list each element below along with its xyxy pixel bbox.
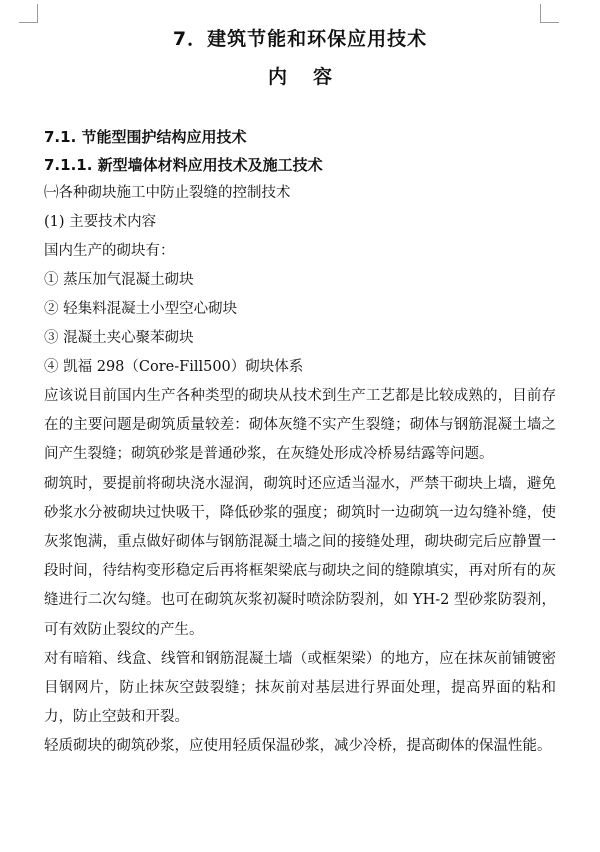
- paragraph: 轻质砌块的砌筑砂浆，应使用轻质保温砂浆，减少冷桥，提高砌体的保温性能。: [44, 738, 552, 755]
- page-title: 7．建筑节能和环保应用技术: [172, 28, 428, 50]
- document-body: [44, 123, 556, 762]
- paragraph: 对有暗箱、线盒、线管和钢筋混凝土墙（或框架梁）的地方，应在抹灰前铺镀密目钢网片，防止抹灰空鼓裂缝；抹灰前对基层进行界面处理，提高界面的粘和力，防止空鼓和开裂。: [44, 650, 556, 726]
- subsection-heading: 7.1.1. 新型墙体材料应用技术及施工技术: [44, 156, 323, 174]
- point-heading: (1) 主要技术内容: [44, 214, 157, 230]
- paragraph: 应该说目前国内生产各种类型的砌块从技术到生产工艺都是比较成熟的，目前存在的主要问题是砌筑质量较差：砌体灰缝不实产生裂缝；砌体与钢筋混凝土墙之间产生裂缝；砌筑砂浆是普通砂浆，在灰缝处形成冷桥易结露等问题。: [44, 388, 556, 463]
- topic-heading: ㈠各种砌块施工中防止裂缝的控制技术: [44, 185, 291, 201]
- list-item: ① 蒸压加气混凝土砌块: [44, 272, 194, 288]
- section-heading: 7.1. 节能型围护结构应用技术: [44, 128, 247, 146]
- page-corner-mark-left: [19, 4, 38, 23]
- paragraph: 砌筑时，要提前将砌块浇水湿润，砌筑时还应适当湿水，严禁干砌块上墙，避免砂浆水分被砌块过快吸干，降低砂浆的强度；砌筑时一边砌筑一边勾缝补缝，使灰浆饱满，重点做好砌体与钢筋混凝土墙之间的接缝处理，砌块砌完后应静置一段时间，待结构变形稳定后再将框架梁底与砌块之间的缝隙填实，再对所有的灰缝进行二次勾缝。也可在砌筑灰浆初凝时喷涂防裂剂，如 YH-2 型砂浆防裂剂，可有效防止裂纹的产生。: [44, 475, 556, 638]
- list-item: ③ 混凝土夹心聚苯砌块: [44, 330, 194, 346]
- page-subtitle: 内容: [267, 66, 358, 88]
- list-item: ④ 凯福 298（Core-Fill500）砌块体系: [44, 359, 304, 375]
- list-item: ② 轻集料混凝土小型空心砌块: [44, 301, 238, 317]
- list-intro: 国内生产的砌块有：: [44, 243, 175, 259]
- page-corner-mark-right: [540, 4, 559, 23]
